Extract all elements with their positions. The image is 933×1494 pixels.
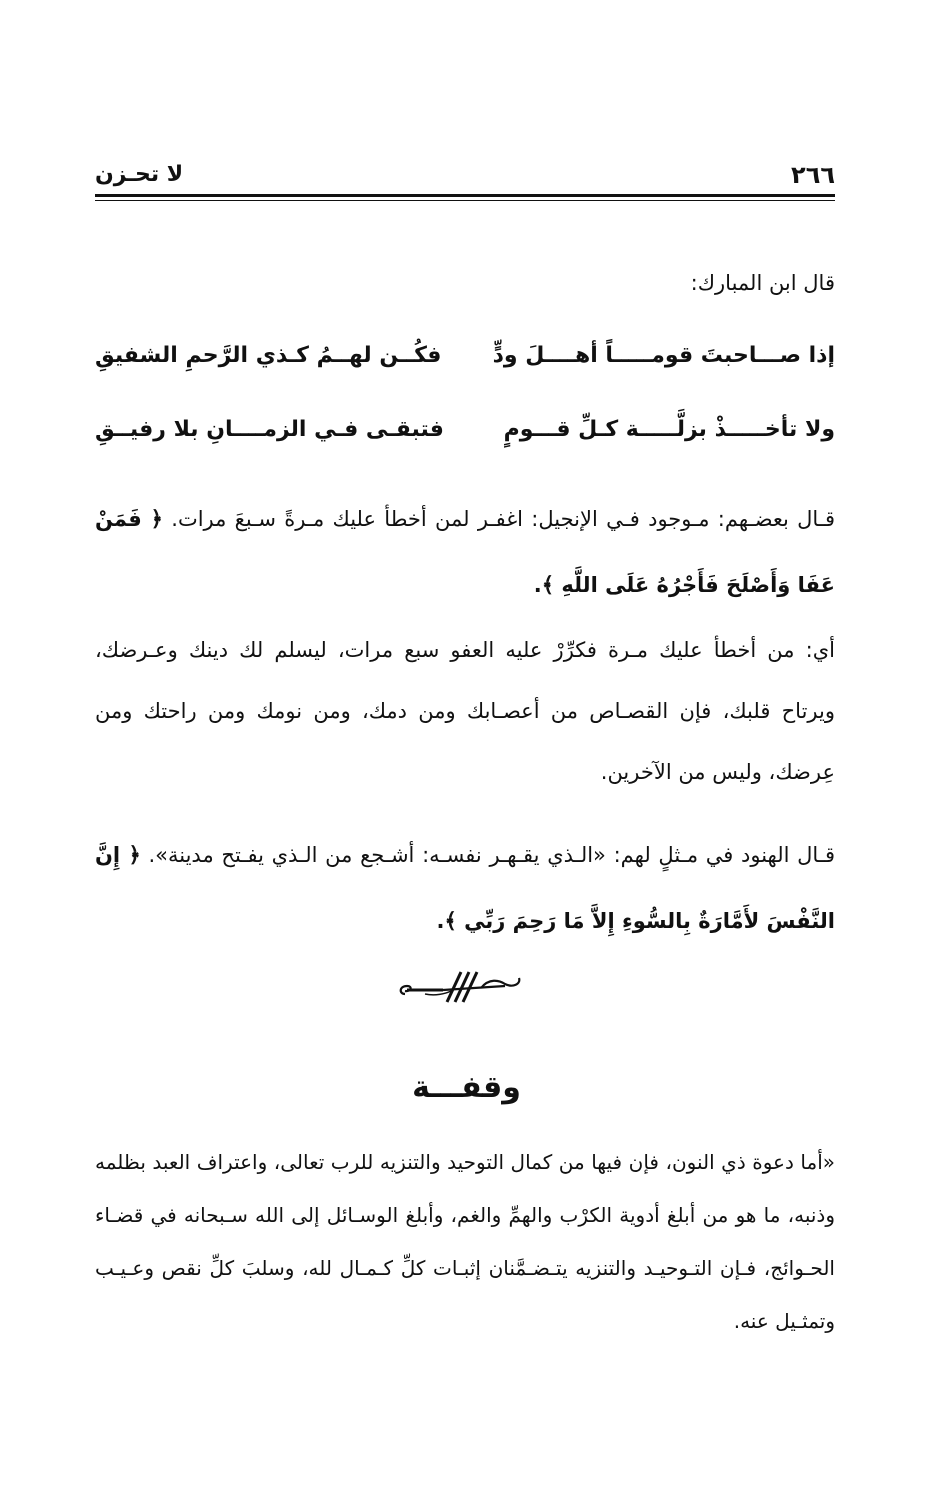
book-title: لا تحـزن bbox=[95, 162, 184, 187]
header-rule-thick bbox=[95, 194, 835, 197]
ornament-divider-icon bbox=[395, 964, 530, 1008]
verse-second-hemistich: فكُــن لهــمُ كـذي الرَّحمِ الشفيقِ bbox=[95, 343, 442, 368]
section-title: وقفـــة bbox=[412, 1070, 521, 1105]
paragraph-text: قـال بعضـهم: مـوجود فـي الإنجيل: اغفـر لمن أخطأ عليك مـرةً سـبعَ مرات. bbox=[171, 507, 836, 531]
page-header bbox=[95, 160, 835, 190]
header-rule-thin bbox=[95, 200, 835, 201]
header-rule bbox=[95, 194, 835, 204]
poem-verse bbox=[95, 338, 835, 374]
paragraph-explanation: أي: من أخطأ عليك مـرة فكرِّرْ عليه العفو سبع مرات، ليسلم لك دينك وعـرضك، ويرتاح قلبك، فإن القصـاص من أعصـابك ومن دمك، ومن نومك ومن راحتك ومن عِرضك، وليس من الآخرين. bbox=[95, 638, 835, 784]
page-number: ٢٦٦ bbox=[791, 161, 835, 189]
paragraph-injil bbox=[95, 486, 835, 618]
verse-second-hemistich: فتبقـى فـي الزمــــانِ بلا رفيــقِ bbox=[95, 417, 444, 442]
quran-verse: ﴿ إِنَّ النَّفْسَ لأَمَّارَةٌ بِالسُّوءِ إِلاَّ مَا رَحِمَ رَبِّي ﴾. bbox=[95, 843, 835, 933]
paragraph-text: قـال الهنود في مـثلٍ لهم: «الـذي يقـهـر نفسـه: أشـجع من الـذي يفـتح مدينة». bbox=[148, 843, 835, 867]
poem-verse bbox=[95, 412, 835, 448]
paragraph-dhun-nun: «أما دعوة ذي النون، فإن فيها من كمال التوحيد والتنزيه للرب تعالى، واعتراف العبد بظلمه وذنبه، ما هو من أبلغ أدوية الكرْب والهمِّ والغم، وأبلغ الوسـائل إلى الله سـبحانه في قضـاء الحـوائج، فـإن التـوحيـد والتنزيه يتـضـمَّنان إثبـات كلِّ كـمـال لله، وسلبَ كلِّ نقص وعـيـب وتمثـيل عنه. bbox=[95, 1150, 835, 1333]
paragraph-indian-proverb bbox=[95, 822, 835, 954]
verse-first-hemistich: ولا تأخـــــذْ بزلَّـــــة كـلِّ قـــومٍ bbox=[503, 417, 835, 442]
intro-line: قال ابن المبارك: bbox=[690, 271, 835, 295]
verse-first-hemistich: إذا صـــاحبتَ قومـــــاً أهــــلَ ودٍّ bbox=[492, 343, 835, 368]
quran-verse: ﴿ فَمَنْ عَفَا وَأَصْلَحَ فَأَجْرُهُ عَلَى اللَّهِ ﴾. bbox=[95, 507, 835, 597]
